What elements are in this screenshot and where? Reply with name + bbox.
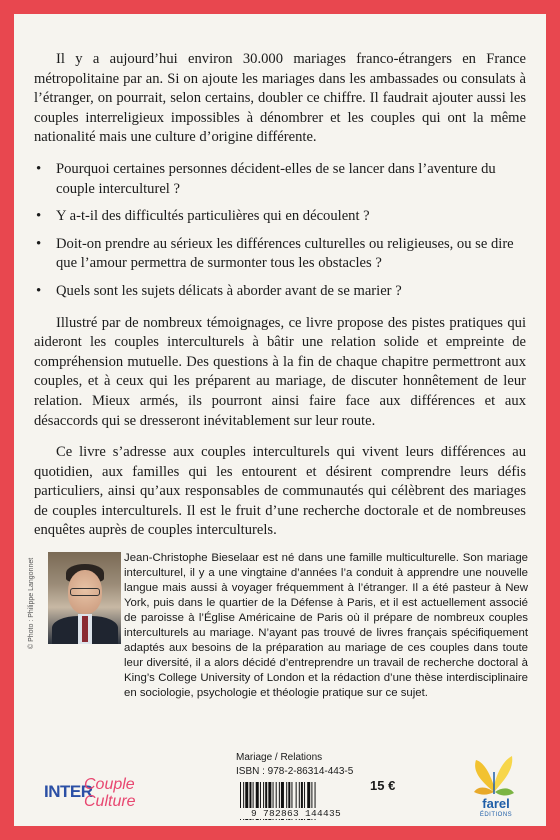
price-label: 15 € — [370, 778, 396, 793]
intro-paragraph: Il y a aujourd’hui environ 30.000 mariages franco-étrangers en France métropolitaine par an. Si on ajoute les mariages dans les ambassades ou consulats à l’étranger, on pourrait, selon certains, doubler ce chiffre. Il faudrait ajouter aussi les couples interreligieux impossibles à dénombrer et les couples qui ont la même nationalité mais une culture d’origine différente. — [34, 51, 526, 146]
intercouple-culture-logo: INTER Couple Culture — [44, 776, 136, 810]
back-cover — [14, 14, 546, 826]
audience-paragraph: Ce livre s’adresse aux couples interculturels qui vivent leurs différences au quotidien, aux familles qui les entourent et désirent comprendre leurs défis particuliers, ainsi qu’aux responsables de communautés qui célèbrent des mariages de couples interculturels. Il est le fruit d’une recherche doctorale et de nombreuses enquêtes auprès de couples interculturels. — [34, 444, 526, 539]
farel-logo: farel ÉDITIONS — [464, 752, 524, 822]
isbn-label: ISBN : 978-2-86314-443-5 — [236, 766, 354, 777]
author-bio: Jean-Christophe Bieselaar est né dans une famille multiculturelle. Son mariage interculturel, il y a une vingtaine d’années l’a conduit à apprendre une nouvelle langue mais aussi à voyager fréquemment à l’étranger. Il a été pasteur à New York, puis dans le quartier de la Défense à Paris, et il est actuellement associé de paroisse à l’Église Américaine de Paris où il prépare de nombreux couples interculturels au mariage. N’ayant pas trouvé de livres français spécifiquement adaptés aux besoins de la préparation au mariage de ces couples dans toute leur diversité, il a alors décidé d’entreprendre un travail de recherche doctoral à King’s College University of London et la rédaction d’une thèse interdisciplinaire en sociologie, psychologie et théologie pratique sur ce sujet. — [124, 552, 528, 699]
question-item: • Quels sont les sujets délicats à aborder avant de se marier ? — [34, 282, 526, 302]
cover-footer — [14, 742, 546, 826]
question-item: • Doit-on prendre au sérieux les différences culturelles ou religieuses, ou se dire que l’amour permettra de surmonter tous les obstacles ? — [34, 235, 526, 274]
question-item: • Pourquoi certaines personnes décident-elles de se lancer dans l’aventure du couple interculturel ? — [34, 160, 526, 199]
question-item: • Y a-t-il des difficultés particulières qui en découlent ? — [34, 207, 526, 227]
barcode-number: 9 782863 144435 — [238, 808, 354, 819]
question-list — [34, 160, 526, 302]
butterfly-icon — [464, 752, 524, 798]
barcode-area — [236, 752, 356, 822]
description-text — [34, 50, 526, 553]
body-paragraph: Illustré par de nombreux témoignages, ce livre propose des pistes pratiques qui aideront les couples interculturels à bâtir une relation solide et empreinte de compréhension mutuelle. Des questions à la fin de chaque chapitre permettront aux couples, et à ceux qui les préparent au mariage, de discuter honnêtement de leur relation. Mieux armés, ils pourront ainsi faire face aux différences et aux désaccords qui se dresseront inévitablement sur leur route. — [34, 314, 526, 429]
category-label: Mariage / Relations — [236, 752, 323, 763]
author-photo — [48, 552, 121, 644]
photo-credit: © Photo : Philippe Langonnet — [28, 557, 35, 649]
